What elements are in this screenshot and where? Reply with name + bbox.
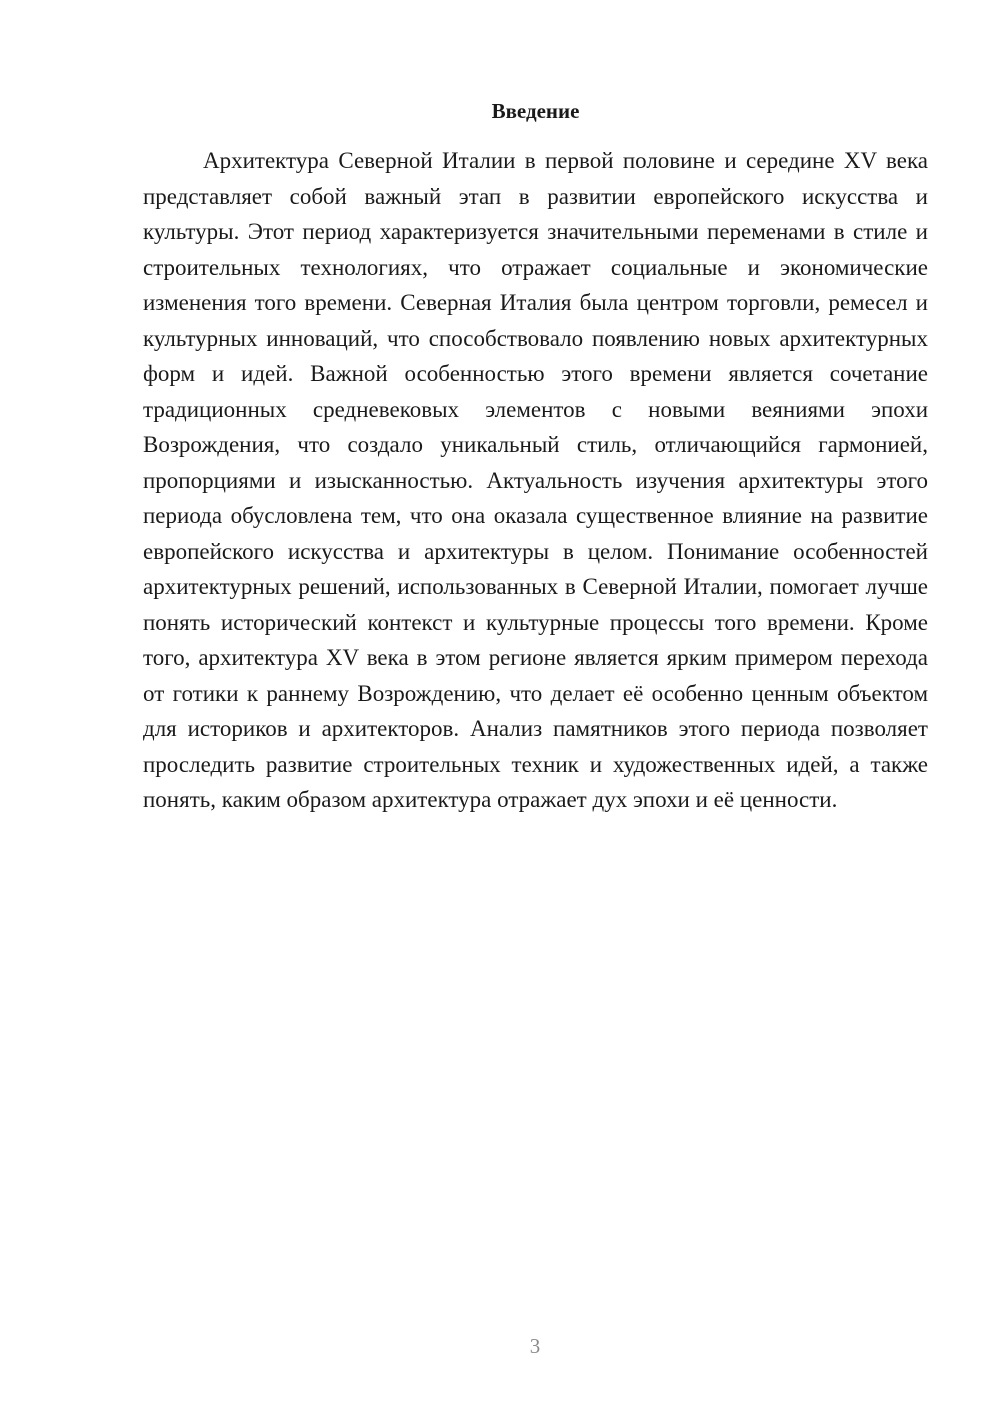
section-heading xyxy=(143,96,928,126)
intro-paragraph: Архитектура Северной Италии в первой половине и середине XV века представляет собой важный этап в развитии европейского искусства и культуры. Этот период характеризуется значительными переменами в стиле и строительных технологиях, что отражает социальные и экономические изменения того времени. Северная Италия была центром торговли, ремесел и культурных инноваций, что способствовало появлению новых архитектурных форм и идей. Важной особенностью этого времени является сочетание традиционных средневековых элементов с новыми веяниями эпохи Возрождения, что создало уникальный стиль, отличающийся гармонией, пропорциями и изысканностью. Актуальность изучения архитектуры этого периода обусловлена тем, что она оказала существенное влияние на развитие европейского искусства и архитектуры в целом. Понимание особенностей архитектурных решений, использованных в Северной Италии, помогает лучше понять исторический контекст и культурные процессы того времени. Кроме того, архитектура XV века в этом регионе является ярким примером перехода от готики к раннему Возрождению, что делает её особенно ценным объектом для историков и архитекторов. Анализ памятников этого периода позволяет проследить развитие строительных техник и художественных идей, а также понять, каким образом архитектура отражает дух эпохи и её ценности. xyxy=(143,148,928,812)
section-heading-text: Введение xyxy=(491,99,580,123)
page-number: 3 xyxy=(529,1334,541,1358)
